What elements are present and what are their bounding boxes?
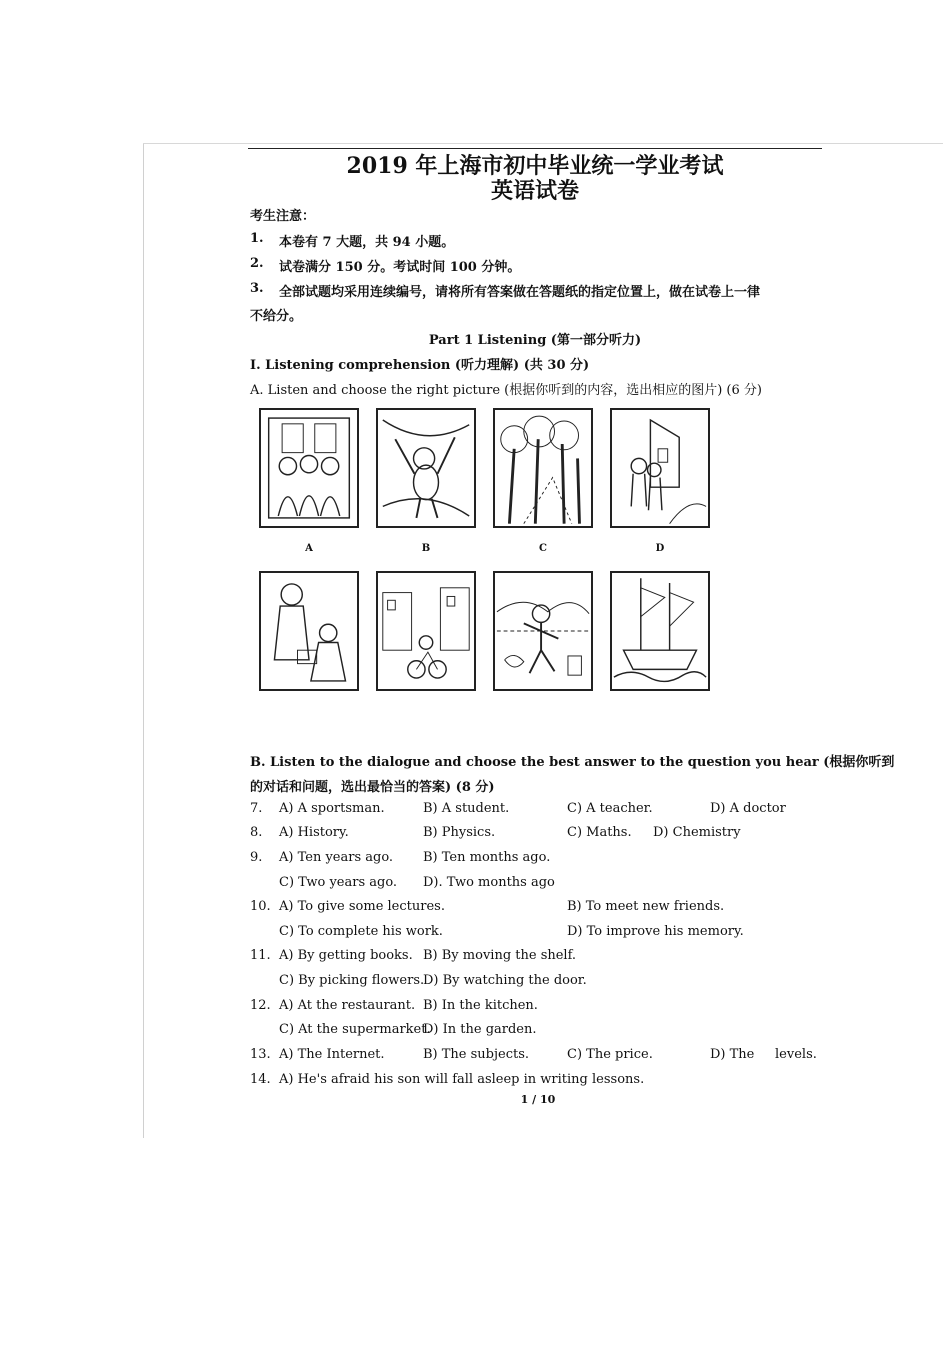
exam-title: 2019 年上海市初中毕业统一学业考试: [346, 153, 724, 179]
question-number: 10.: [250, 899, 271, 914]
option-c: C) At the supermarket.: [279, 1022, 431, 1037]
picture-a: [259, 408, 359, 528]
orangutan-picture: [378, 410, 474, 526]
notice-item-num: 3.: [250, 281, 264, 296]
page-number: 1 / 10: [520, 1093, 556, 1106]
notice-item-num: 1.: [250, 231, 264, 246]
picture-b: [376, 408, 476, 528]
notice-item-text: 全部试题均采用连续编号，请将所有答案做在答题纸的指定位置上，做在试卷上一律: [279, 285, 761, 300]
street-cyclist-picture: [378, 573, 474, 689]
picture-label: D: [655, 543, 665, 554]
option-d: D) A doctor: [710, 801, 786, 816]
option-a: A) The Internet.: [279, 1047, 385, 1062]
exam-subtitle: 英语试卷: [490, 178, 579, 204]
option-d: D) The levels.: [710, 1047, 817, 1062]
option-b: B) By moving the shelf.: [423, 948, 577, 963]
option-a: A) Ten years ago.: [279, 850, 394, 865]
option-b: B) To meet new friends.: [567, 899, 725, 914]
family-sitting-picture: [261, 410, 357, 526]
question-number: 8.: [250, 825, 263, 840]
question-number: 7.: [250, 801, 263, 816]
notice-item-text: 试卷满分 150 分。考试时间 100 分钟。: [279, 260, 521, 275]
option-a: A) He's afraid his son will fall asleep in writing lessons.: [279, 1072, 645, 1087]
option-b: B) Ten months ago.: [423, 850, 551, 865]
option-a: A) By getting books.: [279, 948, 413, 963]
picture-label: B: [421, 543, 431, 554]
option-d: D) In the garden.: [423, 1022, 537, 1037]
mother-daughter-picture: [261, 573, 357, 689]
part-heading: Part 1 Listening (第一部分听力): [428, 333, 642, 348]
option-d: D) By watching the door.: [423, 973, 587, 988]
picture-c: [493, 408, 593, 528]
sailing-ship-picture: [612, 573, 708, 689]
option-c: C) The price.: [567, 1047, 653, 1062]
page-border-top: [143, 143, 943, 144]
question-number: 11.: [250, 948, 271, 963]
question-number: 12.: [250, 998, 271, 1013]
picture-f: [376, 571, 476, 691]
question-number: 14.: [250, 1072, 271, 1087]
option-c: C) To complete his work.: [279, 924, 443, 939]
picture-label: A: [305, 543, 313, 554]
picture-d: [610, 408, 710, 528]
option-c: C) A teacher.: [567, 801, 653, 816]
option-d: D). Two months ago: [423, 875, 555, 890]
notice-heading: 考生注意：: [250, 209, 316, 224]
option-b: B) A student.: [423, 801, 510, 816]
option-a: A) At the restaurant.: [279, 998, 416, 1013]
option-b: B) The subjects.: [423, 1047, 530, 1062]
option-b: B) In the kitchen.: [423, 998, 538, 1013]
page-border: [143, 143, 144, 1138]
boy-running-picture: [495, 573, 591, 689]
option-c: C) Two years ago.: [279, 875, 398, 890]
forest-picture: [495, 410, 591, 526]
picture-label: C: [539, 543, 547, 554]
picture-e: [259, 571, 359, 691]
notice-item-continuation: 不给分。: [250, 309, 303, 324]
section-b-instruction-cont: 的对话和问题，选出最恰当的答案) (8 分): [250, 780, 495, 795]
section-b-instruction: B. Listen to the dialogue and choose the best answer to the question you hear (根据你听到: [250, 755, 895, 770]
question-number: 13.: [250, 1047, 271, 1062]
option-c: C) Maths.: [567, 825, 632, 840]
notice-item-num: 2.: [250, 256, 264, 271]
option-a: A) To give some lectures.: [279, 899, 445, 914]
option-a: A) A sportsman.: [279, 801, 385, 816]
option-b: B) Physics.: [423, 825, 496, 840]
picture-g: [493, 571, 593, 691]
option-d: D) Chemistry: [653, 825, 741, 840]
question-number: 9.: [250, 850, 263, 865]
section-a-instruction: A. Listen and choose the right picture (根据你听到的内容，选出相应的图片) (6 分): [250, 383, 762, 398]
option-c: C) By picking flowers.: [279, 973, 425, 988]
section-heading: I. Listening comprehension (听力理解) (共 30 分): [250, 358, 590, 373]
notice-item-text: 本卷有 7 大题，共 94 小题。: [279, 235, 455, 250]
children-house-picture: [612, 410, 708, 526]
option-d: D) To improve his memory.: [567, 924, 744, 939]
option-a: A) History.: [279, 825, 349, 840]
picture-h: [610, 571, 710, 691]
